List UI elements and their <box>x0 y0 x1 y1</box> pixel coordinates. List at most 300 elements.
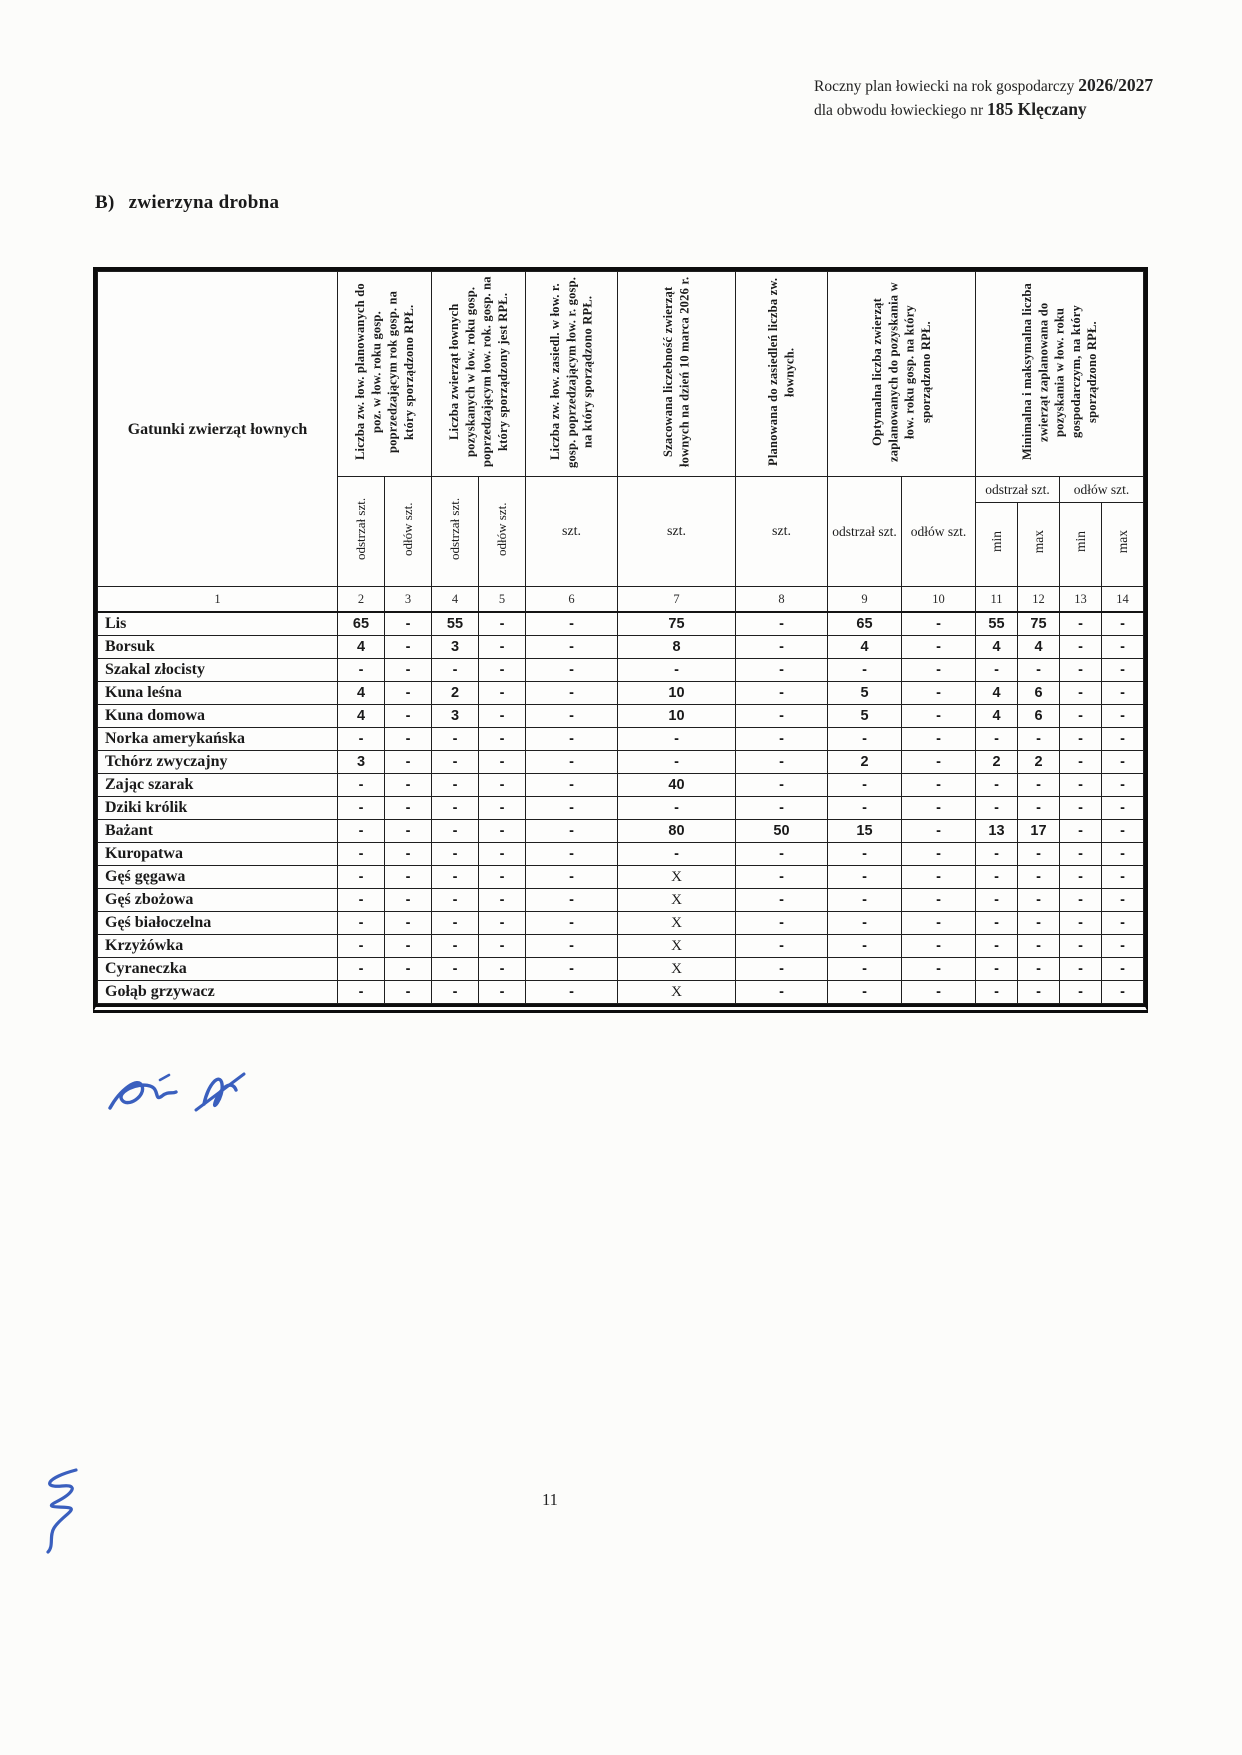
value-cell: 55 <box>976 612 1018 636</box>
value-cell: - <box>526 843 618 866</box>
value-cell: - <box>1018 889 1060 912</box>
subheader-group-odstrzal-minmax: odstrzał szt. <box>976 477 1060 503</box>
column-number: 11 <box>976 587 1018 613</box>
minmax-min-13 <box>1060 503 1102 587</box>
minmax-max-14 <box>1102 503 1144 587</box>
signature-1 <box>98 1046 258 1141</box>
value-cell: 4 <box>338 636 385 659</box>
value-cell: - <box>338 935 385 958</box>
value-cell: - <box>385 889 432 912</box>
value-cell: - <box>338 659 385 682</box>
value-cell: 3 <box>432 636 479 659</box>
value-cell: - <box>1060 981 1102 1004</box>
value-cell: - <box>1018 958 1060 981</box>
group-col-planned-release <box>736 272 828 477</box>
value-cell: - <box>479 751 526 774</box>
value-cell: - <box>618 751 736 774</box>
doc-header <box>814 74 1153 122</box>
value-cell: 75 <box>1018 612 1060 636</box>
value-cell: - <box>736 981 828 1004</box>
group-header-row <box>98 272 1144 477</box>
value-cell: 2 <box>976 751 1018 774</box>
value-cell: - <box>902 659 976 682</box>
column-number: 1 <box>98 587 338 613</box>
value-cell: - <box>479 636 526 659</box>
species-cell: Tchórz zwyczajny <box>98 751 338 774</box>
doc-header-line-2 <box>814 98 1153 122</box>
value-cell: - <box>432 751 479 774</box>
value-cell: - <box>479 912 526 935</box>
value-cell: - <box>1102 820 1144 843</box>
value-cell: - <box>1060 935 1102 958</box>
species-header-cell: Gatunki zwierząt łownych <box>98 272 338 587</box>
subheader-odlow-10: odłów szt. <box>902 477 976 587</box>
group-col-estimated-label: Szacowana liczebność zwierząt łownych na dzień 10 marca 2026 r. <box>661 276 692 467</box>
value-cell: - <box>976 981 1018 1004</box>
page-number: 11 <box>542 1490 558 1509</box>
value-cell: - <box>526 659 618 682</box>
value-cell: - <box>432 889 479 912</box>
value-cell: - <box>338 797 385 820</box>
value-cell: - <box>385 843 432 866</box>
subheader-odlow-5 <box>479 477 526 587</box>
value-cell: 15 <box>828 820 902 843</box>
value-cell: 4 <box>976 682 1018 705</box>
doc-header-line-1 <box>814 74 1153 98</box>
value-cell: - <box>526 958 618 981</box>
value-cell: - <box>432 820 479 843</box>
signature-2 <box>24 1462 114 1557</box>
value-cell: X <box>618 935 736 958</box>
section-text: zwierzyna drobna <box>128 192 280 213</box>
value-cell: - <box>526 612 618 636</box>
value-cell: - <box>432 659 479 682</box>
value-cell: - <box>902 636 976 659</box>
species-cell: Borsuk <box>98 636 338 659</box>
value-cell: - <box>338 889 385 912</box>
table-row <box>98 935 1144 958</box>
column-number: 3 <box>385 587 432 613</box>
value-cell: - <box>828 981 902 1004</box>
value-cell: X <box>618 958 736 981</box>
value-cell: - <box>902 612 976 636</box>
value-cell: - <box>385 612 432 636</box>
value-cell: - <box>618 797 736 820</box>
value-cell: - <box>432 797 479 820</box>
group-col-harvested-prev <box>432 272 526 477</box>
column-number: 4 <box>432 587 479 613</box>
minmax-max-12-label: max <box>1030 530 1046 554</box>
subheader-odlow-3-label: odłów szt. <box>399 502 415 556</box>
value-cell: 50 <box>736 820 828 843</box>
value-cell: - <box>618 659 736 682</box>
value-cell: - <box>902 958 976 981</box>
value-cell: - <box>736 705 828 728</box>
value-cell: - <box>1102 912 1144 935</box>
value-cell: - <box>1102 636 1144 659</box>
value-cell: - <box>385 705 432 728</box>
game-table-wrapper <box>93 267 1148 1013</box>
table-row <box>98 912 1144 935</box>
value-cell: - <box>526 912 618 935</box>
value-cell: - <box>828 843 902 866</box>
species-cell: Szakal złocisty <box>98 659 338 682</box>
value-cell: - <box>385 866 432 889</box>
value-cell: - <box>1060 958 1102 981</box>
minmax-min-13-label: min <box>1072 531 1088 553</box>
value-cell: 17 <box>1018 820 1060 843</box>
value-cell: - <box>976 797 1018 820</box>
value-cell: - <box>479 889 526 912</box>
value-cell: - <box>385 958 432 981</box>
value-cell: - <box>479 866 526 889</box>
value-cell: - <box>1060 820 1102 843</box>
subheader-odlow-3 <box>385 477 432 587</box>
value-cell: - <box>736 958 828 981</box>
value-cell: - <box>526 981 618 1004</box>
value-cell: - <box>1102 958 1144 981</box>
value-cell: - <box>526 682 618 705</box>
value-cell: - <box>479 705 526 728</box>
species-cell: Gołąb grzywacz <box>98 981 338 1004</box>
value-cell: - <box>902 820 976 843</box>
value-cell: 40 <box>618 774 736 797</box>
value-cell: - <box>618 843 736 866</box>
value-cell: - <box>828 889 902 912</box>
value-cell: 8 <box>618 636 736 659</box>
table-row <box>98 843 1144 866</box>
table-body <box>98 612 1144 1004</box>
value-cell: - <box>432 935 479 958</box>
minmax-max-14-label: max <box>1114 530 1130 554</box>
table-row <box>98 958 1144 981</box>
value-cell: - <box>902 935 976 958</box>
value-cell: - <box>1060 612 1102 636</box>
subheader-szt-8: szt. <box>736 477 828 587</box>
value-cell: - <box>1060 912 1102 935</box>
subheader-szt-7: szt. <box>618 477 736 587</box>
value-cell: X <box>618 981 736 1004</box>
value-cell: - <box>902 912 976 935</box>
value-cell: - <box>736 797 828 820</box>
value-cell: 4 <box>976 705 1018 728</box>
value-cell: - <box>1060 889 1102 912</box>
value-cell: X <box>618 866 736 889</box>
species-cell: Gęś zbożowa <box>98 889 338 912</box>
value-cell: - <box>479 682 526 705</box>
value-cell: - <box>1102 843 1144 866</box>
value-cell: 5 <box>828 682 902 705</box>
value-cell: - <box>385 636 432 659</box>
value-cell: - <box>976 659 1018 682</box>
value-cell: - <box>736 728 828 751</box>
value-cell: - <box>432 843 479 866</box>
value-cell: - <box>1102 774 1144 797</box>
species-cell: Cyraneczka <box>98 958 338 981</box>
species-cell: Kuna domowa <box>98 705 338 728</box>
value-cell: - <box>976 843 1018 866</box>
value-cell: - <box>736 843 828 866</box>
value-cell: 3 <box>338 751 385 774</box>
subheader-group-odlow-minmax: odłów szt. <box>1060 477 1144 503</box>
section-label: B) <box>95 192 115 213</box>
value-cell: - <box>902 866 976 889</box>
value-cell: - <box>338 728 385 751</box>
species-cell: Gęś białoczelna <box>98 912 338 935</box>
value-cell: - <box>479 843 526 866</box>
value-cell: 2 <box>432 682 479 705</box>
value-cell: - <box>902 774 976 797</box>
value-cell: - <box>385 751 432 774</box>
value-cell: 65 <box>828 612 902 636</box>
table-row <box>98 820 1144 843</box>
value-cell: - <box>976 774 1018 797</box>
value-cell: 80 <box>618 820 736 843</box>
column-number: 10 <box>902 587 976 613</box>
value-cell: 6 <box>1018 705 1060 728</box>
value-cell: - <box>976 728 1018 751</box>
species-cell: Zając szarak <box>98 774 338 797</box>
value-cell: - <box>432 774 479 797</box>
group-col-minmax <box>976 272 1144 477</box>
value-cell: 4 <box>976 636 1018 659</box>
value-cell: - <box>1102 935 1144 958</box>
column-number: 9 <box>828 587 902 613</box>
value-cell: - <box>902 751 976 774</box>
value-cell: - <box>526 774 618 797</box>
value-cell: - <box>1018 935 1060 958</box>
value-cell: 5 <box>828 705 902 728</box>
value-cell: - <box>1102 728 1144 751</box>
section-title <box>95 192 279 214</box>
table-row <box>98 659 1144 682</box>
value-cell: - <box>1060 797 1102 820</box>
value-cell: - <box>385 981 432 1004</box>
minmax-min-11 <box>976 503 1018 587</box>
value-cell: - <box>1102 889 1144 912</box>
value-cell: 65 <box>338 612 385 636</box>
value-cell: - <box>479 659 526 682</box>
value-cell: - <box>338 981 385 1004</box>
value-cell: - <box>432 958 479 981</box>
value-cell: - <box>736 866 828 889</box>
doc-header-line-1-text: Roczny plan łowiecki na rok gospodarczy <box>814 78 1079 95</box>
value-cell: - <box>526 705 618 728</box>
value-cell: - <box>479 797 526 820</box>
value-cell: - <box>479 612 526 636</box>
value-cell: - <box>736 912 828 935</box>
subheader-odstrzal-9: odstrzał szt. <box>828 477 902 587</box>
value-cell: 4 <box>1018 636 1060 659</box>
species-cell: Lis <box>98 612 338 636</box>
value-cell: - <box>479 935 526 958</box>
column-number: 12 <box>1018 587 1060 613</box>
value-cell: - <box>526 889 618 912</box>
value-cell: - <box>1018 843 1060 866</box>
value-cell: X <box>618 912 736 935</box>
doc-header-district: 185 Klęczany <box>987 99 1087 119</box>
value-cell: - <box>338 958 385 981</box>
group-col-released-prev <box>526 272 618 477</box>
table-row <box>98 751 1144 774</box>
value-cell: 2 <box>828 751 902 774</box>
value-cell: - <box>902 889 976 912</box>
group-col-planned-prev-label: Liczba zw. łow. planowanych do poz. w łow. roku gosp. poprzedzającym rok gosp. na który sporządzono RPŁ. <box>353 283 416 460</box>
value-cell: 10 <box>618 682 736 705</box>
table-row <box>98 728 1144 751</box>
group-col-planned-prev <box>338 272 432 477</box>
value-cell: - <box>479 820 526 843</box>
value-cell: 4 <box>338 682 385 705</box>
value-cell: - <box>385 935 432 958</box>
value-cell: - <box>1060 705 1102 728</box>
value-cell: - <box>1060 682 1102 705</box>
value-cell: 6 <box>1018 682 1060 705</box>
value-cell: - <box>976 889 1018 912</box>
value-cell: - <box>1018 912 1060 935</box>
value-cell: 4 <box>338 705 385 728</box>
value-cell: X <box>618 889 736 912</box>
table-row <box>98 889 1144 912</box>
species-cell: Kuropatwa <box>98 843 338 866</box>
group-col-optimal-label: Optymalna liczba zwierząt zaplanowanych do pozyskania w łow. roku gosp. na który sporządzono RPŁ. <box>870 281 933 462</box>
table-row <box>98 981 1144 1004</box>
value-cell: - <box>1102 682 1144 705</box>
value-cell: - <box>828 728 902 751</box>
value-cell: - <box>828 774 902 797</box>
value-cell: - <box>432 981 479 1004</box>
value-cell: 2 <box>1018 751 1060 774</box>
table-row <box>98 705 1144 728</box>
doc-header-year: 2026/2027 <box>1078 75 1154 95</box>
subheader-szt-6: szt. <box>526 477 618 587</box>
game-table <box>97 271 1144 1004</box>
value-cell: - <box>902 981 976 1004</box>
value-cell: - <box>828 958 902 981</box>
column-number: 6 <box>526 587 618 613</box>
subheader-odstrzal-4 <box>432 477 479 587</box>
table-row <box>98 797 1144 820</box>
value-cell: - <box>736 612 828 636</box>
value-cell: - <box>828 866 902 889</box>
value-cell: - <box>1018 866 1060 889</box>
value-cell: - <box>526 728 618 751</box>
doc-header-line-2-text: dla obwodu łowieckiego nr <box>814 102 988 119</box>
value-cell: - <box>618 728 736 751</box>
value-cell: 55 <box>432 612 479 636</box>
value-cell: - <box>976 866 1018 889</box>
value-cell: - <box>1018 981 1060 1004</box>
value-cell: - <box>1102 659 1144 682</box>
value-cell: - <box>1018 728 1060 751</box>
value-cell: - <box>976 935 1018 958</box>
column-number: 7 <box>618 587 736 613</box>
group-col-optimal <box>828 272 976 477</box>
species-cell: Dziki królik <box>98 797 338 820</box>
column-number: 5 <box>479 587 526 613</box>
value-cell: - <box>526 636 618 659</box>
value-cell: - <box>1102 705 1144 728</box>
value-cell: - <box>526 751 618 774</box>
value-cell: - <box>479 728 526 751</box>
species-cell: Bażant <box>98 820 338 843</box>
column-number: 14 <box>1102 587 1144 613</box>
subheader-odlow-5-label: odłów szt. <box>493 502 509 556</box>
value-cell: - <box>1102 866 1144 889</box>
value-cell: - <box>828 797 902 820</box>
value-cell: - <box>736 659 828 682</box>
value-cell: - <box>1102 612 1144 636</box>
value-cell: - <box>526 820 618 843</box>
species-cell: Kuna leśna <box>98 682 338 705</box>
value-cell: - <box>385 797 432 820</box>
group-col-minmax-label: Minimalna i maksymalna liczba zwierząt zaplanowana do pozyskania w łow. roku gospodarczym, na który sporządzono RPŁ. <box>1019 283 1099 460</box>
value-cell: - <box>736 682 828 705</box>
value-cell: - <box>828 659 902 682</box>
value-cell: - <box>902 682 976 705</box>
value-cell: - <box>385 912 432 935</box>
value-cell: - <box>1102 751 1144 774</box>
value-cell: - <box>526 935 618 958</box>
value-cell: - <box>432 866 479 889</box>
value-cell: - <box>1060 866 1102 889</box>
column-number-row <box>98 587 1144 613</box>
value-cell: - <box>1102 981 1144 1004</box>
species-cell: Krzyżówka <box>98 935 338 958</box>
value-cell: - <box>338 866 385 889</box>
value-cell: - <box>976 958 1018 981</box>
value-cell: - <box>976 912 1018 935</box>
minmax-min-11-label: min <box>988 531 1004 553</box>
column-number: 2 <box>338 587 385 613</box>
subheader-odstrzal-2-label: odstrzał szt. <box>352 497 368 561</box>
value-cell: - <box>902 705 976 728</box>
group-col-estimated <box>618 272 736 477</box>
value-cell: - <box>1060 728 1102 751</box>
subheader-odstrzal-4-label: odstrzał szt. <box>446 497 462 561</box>
value-cell: 4 <box>828 636 902 659</box>
value-cell: - <box>385 659 432 682</box>
value-cell: - <box>902 728 976 751</box>
column-number: 8 <box>736 587 828 613</box>
group-col-harvested-prev-label: Liczba zwierząt łownych pozyskanych w łow. roku gosp. poprzedzającym łow. rok. gosp. na który sporządzony jest RPŁ. <box>447 276 510 467</box>
table-row <box>98 682 1144 705</box>
value-cell: - <box>736 935 828 958</box>
value-cell: - <box>526 797 618 820</box>
value-cell: - <box>1060 774 1102 797</box>
value-cell: - <box>479 958 526 981</box>
table-head <box>98 272 1144 613</box>
subheader-odstrzal-2 <box>338 477 385 587</box>
value-cell: - <box>736 751 828 774</box>
table-row <box>98 774 1144 797</box>
value-cell: 75 <box>618 612 736 636</box>
value-cell: - <box>736 636 828 659</box>
species-cell: Norka amerykańska <box>98 728 338 751</box>
value-cell: - <box>338 820 385 843</box>
value-cell: - <box>736 774 828 797</box>
value-cell: - <box>828 935 902 958</box>
group-col-released-prev-label: Liczba zw. łow. zasiedl. w łow. r. gosp. poprzedzającym łow. r. gosp. na który sporządzono RPŁ. <box>548 275 595 468</box>
value-cell: - <box>385 774 432 797</box>
value-cell: - <box>902 843 976 866</box>
value-cell: - <box>479 981 526 1004</box>
value-cell: - <box>1060 636 1102 659</box>
value-cell: - <box>526 866 618 889</box>
value-cell: - <box>1018 774 1060 797</box>
value-cell: - <box>736 889 828 912</box>
value-cell: - <box>479 774 526 797</box>
